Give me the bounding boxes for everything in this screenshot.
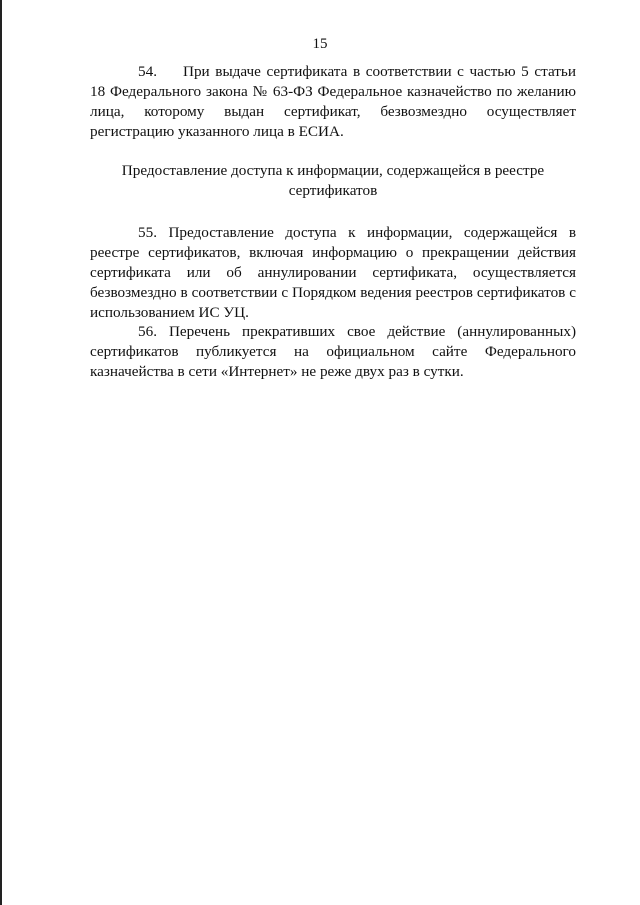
paragraph-56-text: Перечень прекративших свое действие (аннулированных) сертификатов публикуется на официальном сайте Федерального казначейства в сети «Интернет» не реже двух раз в сутки. xyxy=(90,323,576,380)
paragraph-55 xyxy=(90,223,576,323)
paragraph-56-number: 56. xyxy=(138,323,157,340)
paragraph-56-content xyxy=(90,322,576,382)
paragraph-54 xyxy=(90,62,576,142)
scan-edge xyxy=(0,0,2,905)
paragraph-54-text: При выдаче сертификата в соответствии с частью 5 статьи 18 Федерального закона № 63-ФЗ Федеральное казначейство по желанию лица, которому выдан сертификат, безвозмездно осуществляет регистрацию указанного лица в ЕСИА. xyxy=(90,63,576,140)
paragraph-55-number: 55. xyxy=(138,224,157,241)
paragraph-54-number: 54. xyxy=(138,63,157,80)
paragraph-55-text: Предоставление доступа к информации, содержащейся в реестре сертификатов, включая информацию о прекращении действия сертификата или об аннулировании сертификата, осуществляется безвозмездно в соответствии с Порядком ведения реестров сертификатов с использованием ИС УЦ. xyxy=(90,224,577,321)
section-title: Предоставление доступа к информации, содержащейся в реестре сертификатов xyxy=(121,162,545,199)
paragraph-54-content xyxy=(90,62,576,142)
paragraph-55-content xyxy=(90,223,576,323)
paragraph-56 xyxy=(90,322,576,382)
page-number: 15 xyxy=(312,36,328,52)
